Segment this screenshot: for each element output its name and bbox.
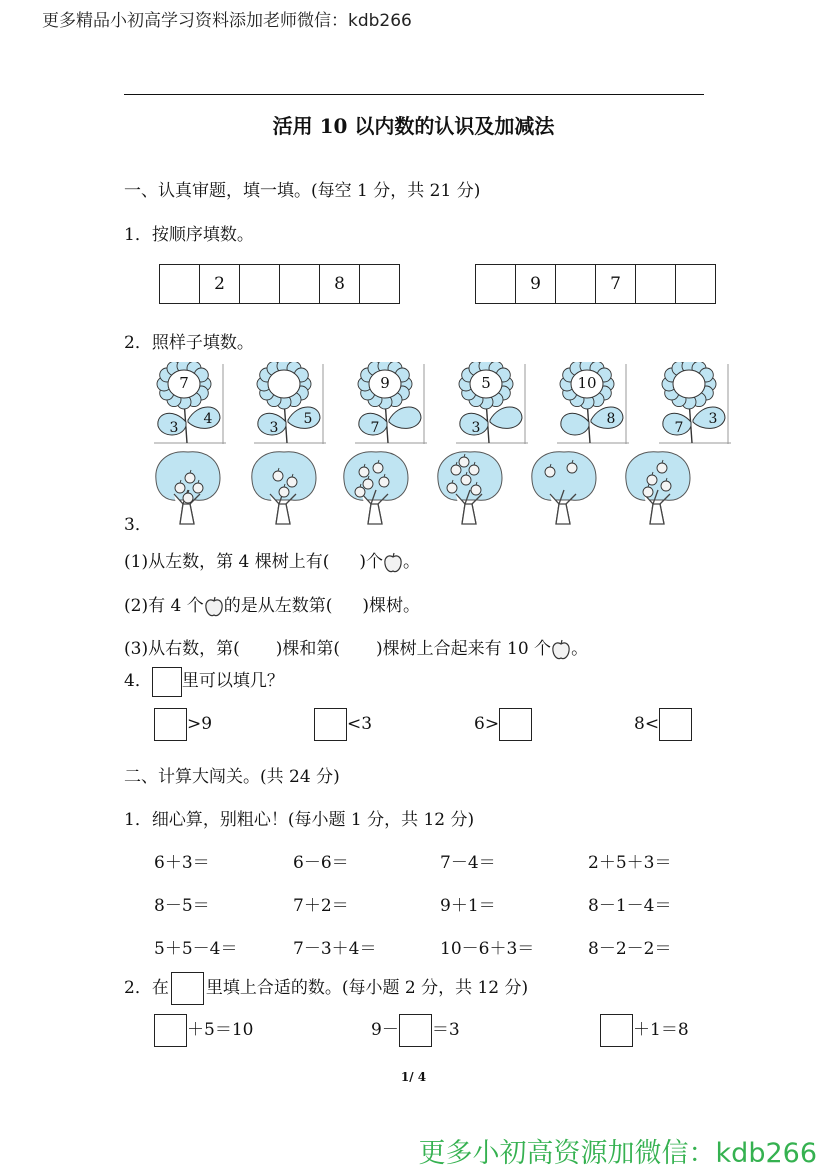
flower-number-top: 7 bbox=[179, 374, 189, 392]
tree-item bbox=[528, 448, 600, 526]
tree-item bbox=[340, 448, 412, 526]
q3-p3-text-b: )棵和第( bbox=[275, 639, 340, 659]
fill-item-2 bbox=[371, 1014, 460, 1047]
tree-drawing bbox=[340, 448, 412, 526]
tree-drawing bbox=[152, 448, 224, 526]
tree-item bbox=[152, 448, 224, 526]
fill-pre: 9－ bbox=[371, 1020, 399, 1040]
q3-p3-text-a: (3)从右数，第( bbox=[124, 639, 240, 659]
exercise: 8－2－2＝ bbox=[588, 939, 672, 959]
flower-number-top: 5 bbox=[481, 374, 491, 392]
seq-b-cell[interactable] bbox=[476, 265, 516, 303]
q4-item-text: <3 bbox=[347, 714, 373, 734]
exercise: 10－6＋3＝ bbox=[440, 939, 535, 959]
exercise: 7－4＝ bbox=[440, 853, 496, 873]
flower-number-left: 3 bbox=[471, 420, 481, 436]
q3-p2-text-c: )棵树。 bbox=[362, 596, 420, 616]
flower-item bbox=[456, 362, 528, 442]
exercise: 6＋3＝ bbox=[154, 853, 210, 873]
q4-label-a: 4． bbox=[124, 671, 152, 691]
q3-part3 bbox=[124, 634, 588, 661]
seq-b-cell[interactable]: 7 bbox=[596, 265, 636, 303]
flower-item bbox=[557, 362, 629, 442]
flower-number-left: 3 bbox=[269, 420, 279, 436]
sequence-b bbox=[475, 264, 716, 304]
q4-item-text: 8< bbox=[634, 714, 660, 734]
flower-number-left: 7 bbox=[370, 420, 380, 436]
exercise: 9＋1＝ bbox=[440, 896, 496, 916]
seq-a-cell[interactable]: 2 bbox=[200, 265, 240, 303]
exercise: 8－1－4＝ bbox=[588, 896, 672, 916]
q4-label bbox=[124, 666, 284, 697]
flower-item bbox=[659, 362, 731, 442]
q3-p3-text-d: 。 bbox=[571, 639, 589, 659]
header-watermark: 更多精品小初高学习资料添加老师微信：kdb266 bbox=[42, 11, 412, 31]
q3-p3-text-c: )棵树上合起来有 10 个 bbox=[375, 639, 552, 659]
fill-item-1 bbox=[154, 1014, 253, 1047]
s2-q1-label: 1．细心算，别粗心！(每小题 1 分，共 12 分) bbox=[124, 810, 475, 830]
q3-part1 bbox=[124, 547, 420, 574]
s2-q2-label-a: 2．在 bbox=[124, 978, 169, 998]
q1-label: 1．按顺序填数。 bbox=[124, 225, 254, 245]
q3-p1-text-a: (1)从左数，第 4 棵树上有( bbox=[124, 552, 330, 572]
q4-item-text: 6> bbox=[474, 714, 500, 734]
exercise: 2＋5＋3＝ bbox=[588, 853, 672, 873]
q4-item-4 bbox=[634, 708, 692, 741]
flower-number-left: 7 bbox=[674, 420, 684, 436]
q4-item-1 bbox=[154, 708, 212, 741]
flower-number-right: 5 bbox=[303, 411, 313, 427]
tree-drawing bbox=[248, 448, 320, 526]
seq-b-cell[interactable] bbox=[676, 265, 715, 303]
tree-drawing bbox=[622, 448, 694, 526]
exercise: 8－5＝ bbox=[154, 896, 210, 916]
apple-icon bbox=[204, 596, 224, 618]
answer-box[interactable] bbox=[154, 708, 187, 741]
apple-icon bbox=[383, 552, 403, 574]
q3-p2-text-a: (2)有 4 个 bbox=[124, 596, 204, 616]
apple-icon bbox=[551, 639, 571, 661]
exercise: 7－3＋4＝ bbox=[293, 939, 377, 959]
seq-a-cell[interactable]: 8 bbox=[320, 265, 360, 303]
flower-number-right: 8 bbox=[606, 411, 616, 427]
seq-a-cell[interactable] bbox=[360, 265, 399, 303]
q4-item-3 bbox=[474, 708, 532, 741]
fill-post: ＋5＝10 bbox=[187, 1020, 254, 1040]
footer-watermark: 更多小初高资源加微信：kdb266 bbox=[418, 1138, 817, 1169]
fill-post: ＋1＝8 bbox=[633, 1020, 689, 1040]
s2-q2-label-b: 里填上合适的数。(每小题 2 分，共 12 分) bbox=[205, 978, 529, 998]
flower-number-right: 3 bbox=[708, 411, 718, 427]
page-title: 活用 10 以内数的认识及加减法 bbox=[272, 114, 555, 138]
answer-box[interactable] bbox=[659, 708, 692, 741]
fill-post: ＝3 bbox=[431, 1020, 460, 1040]
exercise: 7＋2＝ bbox=[293, 896, 349, 916]
tree-drawing bbox=[528, 448, 600, 526]
s2-q2-label bbox=[124, 972, 528, 1005]
exercise: 6－6＝ bbox=[293, 853, 349, 873]
tree-item bbox=[622, 448, 694, 526]
q4-item-text: >9 bbox=[187, 714, 213, 734]
q4-item-2 bbox=[314, 708, 372, 741]
flower-number-top: 10 bbox=[577, 374, 597, 392]
section2-heading: 二、计算大闯关。(共 24 分) bbox=[124, 767, 340, 787]
answer-box[interactable] bbox=[499, 708, 532, 741]
tree-item bbox=[248, 448, 320, 526]
q3-label: 3． bbox=[124, 515, 152, 535]
flower-item bbox=[154, 362, 226, 442]
flower-item bbox=[254, 362, 326, 442]
seq-b-cell[interactable] bbox=[636, 265, 676, 303]
fill-item-3 bbox=[600, 1014, 689, 1047]
seq-a-cell[interactable] bbox=[160, 265, 200, 303]
example-box bbox=[171, 972, 204, 1005]
section1-heading: 一、认真审题，填一填。(每空 1 分，共 21 分) bbox=[124, 181, 481, 201]
page-number: 1/ 4 bbox=[400, 1070, 427, 1084]
tree-item bbox=[434, 448, 506, 526]
exercise: 5＋5－4＝ bbox=[154, 939, 238, 959]
seq-a-cell[interactable] bbox=[280, 265, 320, 303]
flower-number-right: 4 bbox=[203, 411, 213, 427]
answer-box[interactable] bbox=[399, 1014, 432, 1047]
flower-item bbox=[355, 362, 427, 442]
tree-drawing bbox=[434, 448, 506, 526]
flower-number-left: 3 bbox=[169, 420, 179, 436]
seq-a-cell[interactable] bbox=[240, 265, 280, 303]
seq-b-cell[interactable] bbox=[556, 265, 596, 303]
example-box bbox=[152, 667, 182, 697]
q2-label: 2．照样子填数。 bbox=[124, 333, 254, 353]
q4-label-b: 里可以填几？ bbox=[181, 671, 284, 691]
answer-box[interactable] bbox=[154, 1014, 187, 1047]
seq-b-cell[interactable]: 9 bbox=[516, 265, 556, 303]
sequence-a bbox=[159, 264, 400, 304]
answer-box[interactable] bbox=[314, 708, 347, 741]
top-rule bbox=[124, 94, 704, 95]
q3-part2 bbox=[124, 591, 420, 618]
flower-number-top: 9 bbox=[380, 374, 390, 392]
answer-box[interactable] bbox=[600, 1014, 633, 1047]
q3-p2-text-b: 的是从左数第( bbox=[223, 596, 333, 616]
q3-p1-text-c: 。 bbox=[402, 552, 420, 572]
q3-p1-text-b: )个 bbox=[359, 552, 383, 572]
